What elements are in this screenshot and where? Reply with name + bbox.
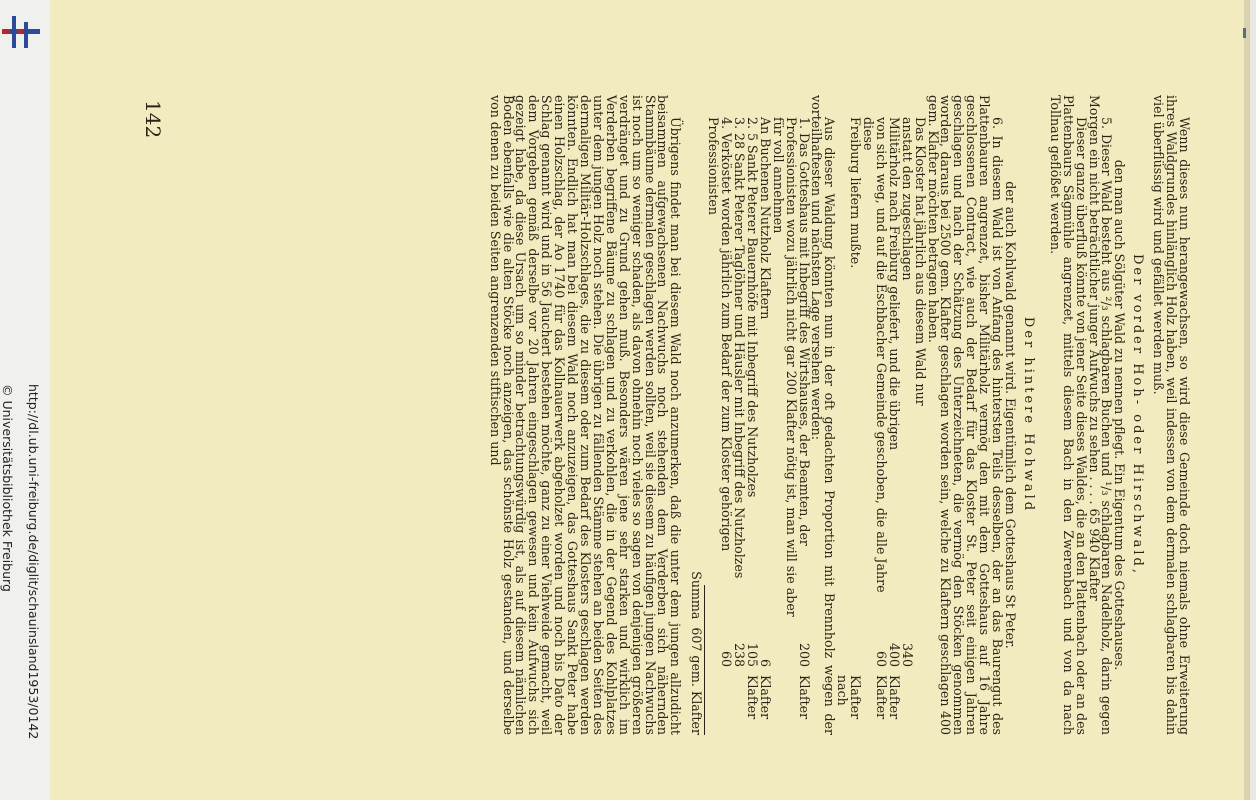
- list-item-text: anstatt den zugeschlagen: [899, 117, 915, 281]
- page-number: 142: [141, 100, 165, 139]
- list-item-unit: Klafter: [757, 675, 773, 720]
- paragraph-7-intro: Das Kloster hat jährlich aus diesem Wald nur: [912, 117, 928, 406]
- viewer-sidebar: [0, 0, 50, 800]
- list-item-unit: [706, 667, 732, 735]
- list-item-text: 4. Verköstet worden jährlich zum Bedarf der zum Kloster gehörigen Professionisten: [706, 117, 735, 552]
- paragraph-8: Aus dieser Waldung könnten nun in der oft gedachten Proportion mit Brennholz wegen der vorteilhaftesten und nächsten Lage versehen werden:: [809, 95, 838, 735]
- scanned-page: [50, 0, 1250, 800]
- list-item-number: 400: [886, 642, 902, 667]
- list-item-number: 60: [719, 650, 735, 667]
- page-edge: [1244, 0, 1250, 800]
- section-subheading-hintere-hohwald: der auch Kohlwald genannt wird. Eigentümlich dem Gotteshaus St Peter.: [1003, 181, 1019, 649]
- list-item-text: Militärholz nach Freiburg geliefert, und die übrigen: [886, 117, 902, 451]
- paragraph-5b: Dieser ganze überfluß könnte von jener Seite dieses Waldes, die an den Plattenbach oder an des Plattenbaurs Sägmühle angrenzet, mittels diesem Bach in den Zwerenbach und von da nach Tollnau geflößet werden.: [1047, 95, 1089, 735]
- list-item-number: 200: [796, 642, 812, 667]
- allocation-list: [706, 95, 812, 735]
- intro-paragraph: Wenn dieses nun herangewachsen, so wird diese Gemeinde doch niemals ohne Erweiterung ihres Waldgrundes hinlänglich Holz haben, weil indessen von dem dermalen schlagbaren bis dahin viel überflüssig wird und gefället werden muß.: [1151, 95, 1192, 735]
- list-item-text: 3. 28 Sankt Peterer Taglöhner und Häusler mit Inbegriff des Nutzholzes: [732, 117, 747, 579]
- list-item: [706, 95, 735, 735]
- list-item-text: Freiburg liefern mußte.: [848, 117, 864, 269]
- list-item-unit: [732, 667, 745, 735]
- section-heading-vorder-hohwald: Der vorder Hoh- oder Hirschwald,: [1130, 254, 1146, 576]
- list-item-number: 238: [732, 642, 747, 667]
- list-item-unit: Klafter: [886, 675, 902, 720]
- list-item-unit: Klafter: [744, 675, 760, 720]
- list-item-unit: Klafter: [796, 675, 812, 720]
- section-heading-hintere-hohwald: Der hintere Hohwald: [1020, 316, 1036, 514]
- library-logo-icon: [2, 16, 40, 48]
- list-item: [861, 95, 887, 735]
- paragraph-9: Übrigens findet man bei diesem Wald noch anzumerken, daß die unter dem jungen allzudicht beisammen aufgewachsenen Nachwuchs noch stehenden dem Verderben sich nähernden Stammbäume dermalen geschlagen werden sollten, weil sie diesem zu häufigen jungen Nachwuchs ist noch um so weniger schaden, als davon ohnehin noch vieles so sagen von denjenigen größeren verdränget und zu Grund gehen muß. Besonders wären jene sehr starken und wirklich im Verderben begriffene Bäume zu schlagen und zu verkohlen, die in der Gegend des Kohlplatzes unter dem jungen Holz noch stehen. Die übrigen zu fällenden Stämme stehen an beiden Seiten des dermaligen Militär-Holzschlages, die zu diesem oder zum Bedarf des Klosters geschlagen werden könnten. Endlich hat man bei diesem Wald noch anzuzeigen, das Gotteshaus Sankt Peter habe einen Holzschlag, der Ao 1740 für das Kollnauerwerk abgeholzet worden und noch bis Dato der Schlag genannt wird und in 56 Jauchert bestehen möchte, ganz zu einer Viehweide gemacht, weil dem Vorgeben gemäß derselbe vor 20 Jahren eingeschlagen gewesen und kein Aufwuchs sich gezeigt habe, da diese Ursach um so minder betrachtungswürdig ist, als auf diesem nämlichen Boden ebenfalls wie die alten Stöcke noch anzeigen, das schönste Holz gestanden, und derselbe von denen zu beiden Seiten angrenzenden stiftischen und: [487, 95, 684, 735]
- list-item-text: 1. Das Gotteshaus mit Inbegriff des Wirtshauses, der Beamten, der Professionisten wozu jährlich nicht gar 200 Klafter nötig ist, man will sie aber für voll annehmen: [770, 117, 812, 617]
- sum-value: 607 gem. Klafter: [689, 627, 705, 735]
- list-item-number: 340: [899, 642, 915, 667]
- section-subheading-vorder-hohwald: den man auch Sölgüter Wald zu nennen pflegt. Ein Eigentum des Gotteshauses.: [1112, 159, 1128, 671]
- paragraph-5: 5. Dieser Wald besteht aus ²/₃ schlagbaren Buchen und ¹/₃ schlagbaren Nadelholz, darin gegen Morgen ein nicht beträchtlicher junger Aufwuchs zu sehen . . . . 65 940 Klafter: [1086, 95, 1115, 735]
- list-item-unit: Klafter nach: [835, 675, 864, 720]
- sum-label: Summa: [689, 571, 705, 620]
- list-item-number: [835, 617, 861, 667]
- list-item-number: 6: [757, 658, 773, 667]
- list-item-number: 60: [873, 650, 889, 667]
- sum-row: [689, 95, 705, 735]
- copyright-notice: © Universitätsbibliothek Freiburg: [0, 384, 15, 592]
- list-item: [835, 95, 864, 735]
- list-item-text: von sich weg, und auf die Eschbacher Gemeinde geschoben, die alle Jahre diese: [861, 117, 889, 593]
- list-item-unit: Klafter: [873, 675, 889, 720]
- delivery-table: [835, 95, 915, 735]
- page-marker: [1243, 28, 1246, 38]
- viewer-caption: [0, 380, 50, 800]
- list-item-text: An Buchenen Nutzholz Klaftern: [757, 117, 773, 320]
- page-text-block: [265, 95, 1190, 735]
- list-item-number: 105: [744, 642, 760, 667]
- list-item-text: 2. 5 Sankt Peterer Bauernhöfe mit Inbegriff des Nutzholzes: [744, 117, 760, 498]
- paragraph-6: 6. In diesem Wald ist von Anfang des hintersten Teils desselben, der an das Baurengut des Plattenbauren angrenzet, bisher Militärholz vermög den mit dem Gotteshaus auf 16 Jahre geschlossenen Contract, wie auch der Bedarf für das Kloster St. Peter seit einigen Jahren geschlagen und nach der Schätzung des Unterzeichneten, die vermög den Stöcken genommen worden, daraus bei 2500 gem. Klafter geschlagen worden sein, welche zu Klaftern geschlagen 400 gem. Klafter möchten betragen haben.: [925, 95, 1006, 735]
- document-url[interactable]: http://dl.ub.uni-freiburg.de/diglit/schauinsland1953/0142: [26, 384, 41, 740]
- list-item: [732, 95, 745, 735]
- list-item: [771, 95, 810, 735]
- sum-rule: [704, 585, 705, 735]
